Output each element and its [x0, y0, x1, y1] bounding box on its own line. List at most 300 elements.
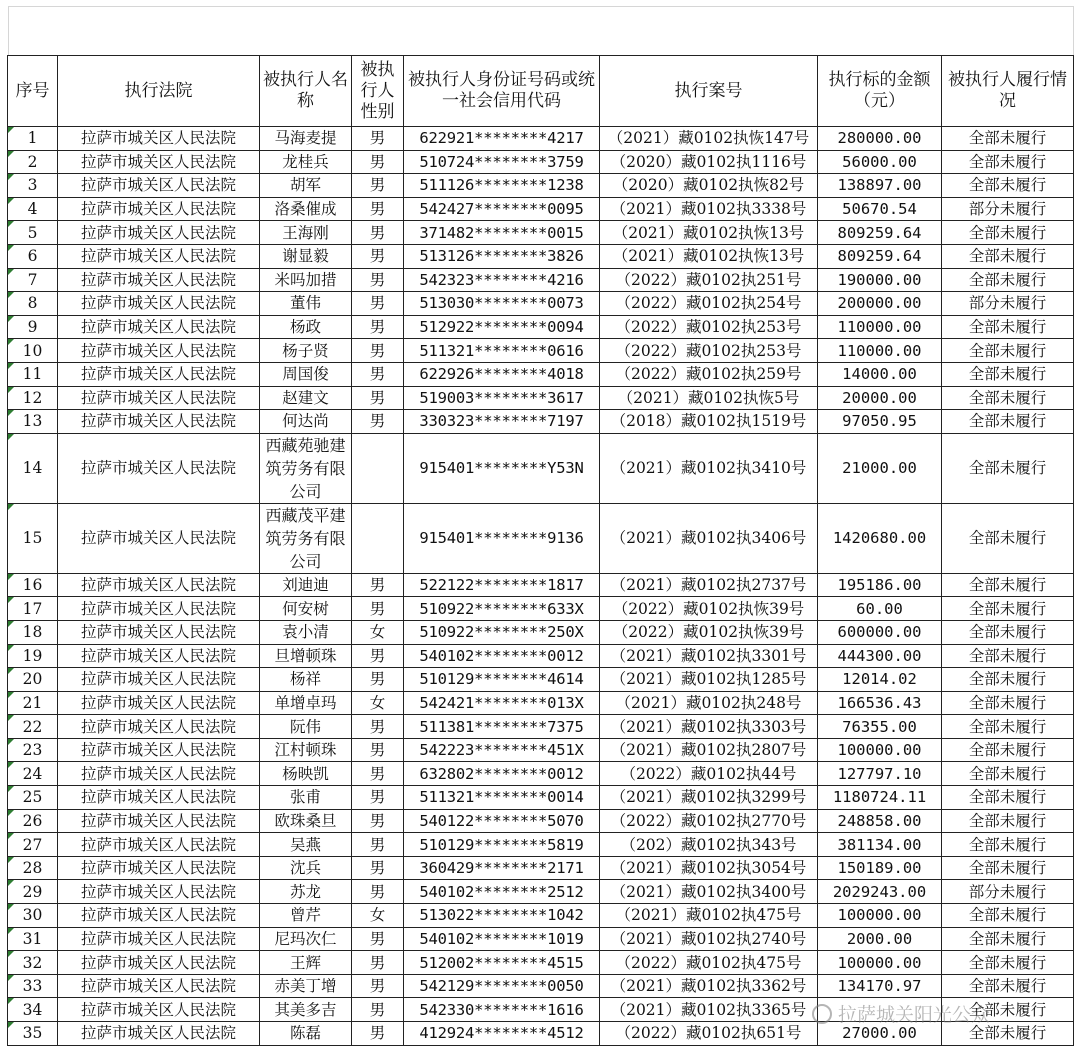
amount-cell: 100000.00	[818, 951, 942, 975]
id-cell: 510724********3759	[404, 150, 600, 174]
judgment-debtor-table	[7, 55, 1074, 1046]
amount-cell: 110000.00	[818, 315, 942, 339]
amount-cell: 50670.54	[818, 197, 942, 221]
name-cell: 赵建文	[260, 386, 352, 410]
court-cell: 拉萨市城关区人民法院	[58, 927, 260, 951]
gender-cell: 男	[352, 597, 404, 621]
status-cell: 全部未履行	[942, 573, 1074, 597]
name-cell: 陈磊	[260, 1022, 352, 1046]
gender-cell: 男	[352, 974, 404, 998]
amount-cell: 56000.00	[818, 150, 942, 174]
gender-cell: 男	[352, 809, 404, 833]
seq-cell: 3	[8, 174, 58, 198]
gender-cell: 男	[352, 362, 404, 386]
id-cell: 542330********1616	[404, 998, 600, 1022]
id-cell: 540102********1019	[404, 927, 600, 951]
seq-cell: 34	[8, 998, 58, 1022]
status-cell: 全部未履行	[942, 150, 1074, 174]
table-row	[8, 691, 1074, 715]
name-cell: 杨映凯	[260, 762, 352, 786]
table-row	[8, 715, 1074, 739]
table-row	[8, 856, 1074, 880]
name-cell: 谢显毅	[260, 244, 352, 268]
table-row	[8, 927, 1074, 951]
status-cell: 全部未履行	[942, 433, 1074, 503]
amount-cell: 2000.00	[818, 927, 942, 951]
seq-cell: 6	[8, 244, 58, 268]
seq-cell: 12	[8, 386, 58, 410]
case-cell: （2022）藏0102执恢39号	[600, 620, 818, 644]
name-cell: 袁小清	[260, 620, 352, 644]
gender-cell	[352, 433, 404, 503]
court-cell: 拉萨市城关区人民法院	[58, 597, 260, 621]
gender-cell: 男	[352, 127, 404, 151]
gender-cell: 男	[352, 856, 404, 880]
amount-cell: 2029243.00	[818, 880, 942, 904]
seq-cell: 29	[8, 880, 58, 904]
amount-cell: 200000.00	[818, 292, 942, 316]
seq-cell: 27	[8, 833, 58, 857]
table-row	[8, 503, 1074, 573]
header-amount: 执行标的金额（元）	[818, 56, 942, 127]
status-cell: 全部未履行	[942, 503, 1074, 573]
name-cell: 吴燕	[260, 833, 352, 857]
case-cell: （2022）藏0102执44号	[600, 762, 818, 786]
seq-cell: 21	[8, 691, 58, 715]
court-cell: 拉萨市城关区人民法院	[58, 127, 260, 151]
court-cell: 拉萨市城关区人民法院	[58, 715, 260, 739]
gender-cell: 男	[352, 268, 404, 292]
gender-cell: 男	[352, 951, 404, 975]
id-cell: 512922********0094	[404, 315, 600, 339]
seq-cell: 13	[8, 410, 58, 434]
case-cell: （2021）藏0102执2740号	[600, 927, 818, 951]
court-cell: 拉萨市城关区人民法院	[58, 951, 260, 975]
court-cell: 拉萨市城关区人民法院	[58, 833, 260, 857]
table-row	[8, 762, 1074, 786]
name-cell: 杨祥	[260, 668, 352, 692]
name-cell: 王海刚	[260, 221, 352, 245]
status-cell: 全部未履行	[942, 597, 1074, 621]
amount-cell: 809259.64	[818, 221, 942, 245]
id-cell: 510129********5819	[404, 833, 600, 857]
status-cell: 全部未履行	[942, 668, 1074, 692]
seq-cell: 11	[8, 362, 58, 386]
amount-cell: 600000.00	[818, 620, 942, 644]
court-cell: 拉萨市城关区人民法院	[58, 150, 260, 174]
name-cell: 欧珠桑旦	[260, 809, 352, 833]
table-row	[8, 315, 1074, 339]
status-cell: 全部未履行	[942, 738, 1074, 762]
amount-cell: 21000.00	[818, 433, 942, 503]
table-row	[8, 433, 1074, 503]
seq-cell: 2	[8, 150, 58, 174]
amount-cell: 100000.00	[818, 904, 942, 928]
table-row	[8, 410, 1074, 434]
name-cell: 西藏茂平建筑劳务有限公司	[260, 503, 352, 573]
name-cell: 单增卓玛	[260, 691, 352, 715]
gender-cell: 男	[352, 715, 404, 739]
case-cell: （2021）藏0102执3365号	[600, 998, 818, 1022]
id-cell: 542421********013X	[404, 691, 600, 715]
table-row	[8, 951, 1074, 975]
case-cell: （202）藏0102执343号	[600, 833, 818, 857]
amount-cell: 134170.97	[818, 974, 942, 998]
court-cell: 拉萨市城关区人民法院	[58, 292, 260, 316]
court-cell: 拉萨市城关区人民法院	[58, 268, 260, 292]
id-cell: 360429********2171	[404, 856, 600, 880]
seq-cell: 5	[8, 221, 58, 245]
seq-cell: 32	[8, 951, 58, 975]
id-cell: 510922********633X	[404, 597, 600, 621]
header-row	[8, 56, 1074, 127]
id-cell: 915401********9136	[404, 503, 600, 573]
gender-cell: 男	[352, 339, 404, 363]
status-cell: 全部未履行	[942, 1022, 1074, 1046]
gender-cell	[352, 503, 404, 573]
amount-cell: 1180724.11	[818, 786, 942, 810]
court-cell: 拉萨市城关区人民法院	[58, 998, 260, 1022]
court-cell: 拉萨市城关区人民法院	[58, 315, 260, 339]
court-cell: 拉萨市城关区人民法院	[58, 809, 260, 833]
amount-cell: 138897.00	[818, 174, 942, 198]
name-cell: 洛桑催成	[260, 197, 352, 221]
gender-cell: 男	[352, 315, 404, 339]
table-row	[8, 362, 1074, 386]
case-cell: （2022）藏0102执2770号	[600, 809, 818, 833]
court-cell: 拉萨市城关区人民法院	[58, 433, 260, 503]
status-cell: 全部未履行	[942, 715, 1074, 739]
status-cell: 全部未履行	[942, 644, 1074, 668]
table-row	[8, 197, 1074, 221]
table-row	[8, 880, 1074, 904]
status-cell: 全部未履行	[942, 339, 1074, 363]
table-row	[8, 1022, 1074, 1046]
amount-cell: 76355.00	[818, 715, 942, 739]
court-cell: 拉萨市城关区人民法院	[58, 339, 260, 363]
court-cell: 拉萨市城关区人民法院	[58, 221, 260, 245]
case-cell: （2022）藏0102执475号	[600, 951, 818, 975]
court-cell: 拉萨市城关区人民法院	[58, 668, 260, 692]
header-court: 执行法院	[58, 56, 260, 127]
status-cell: 全部未履行	[942, 268, 1074, 292]
amount-cell: 20000.00	[818, 386, 942, 410]
gender-cell: 男	[352, 410, 404, 434]
court-cell: 拉萨市城关区人民法院	[58, 386, 260, 410]
table-row	[8, 292, 1074, 316]
status-cell: 全部未履行	[942, 786, 1074, 810]
court-cell: 拉萨市城关区人民法院	[58, 1022, 260, 1046]
amount-cell: 190000.00	[818, 268, 942, 292]
status-cell: 全部未履行	[942, 951, 1074, 975]
gender-cell: 男	[352, 221, 404, 245]
court-cell: 拉萨市城关区人民法院	[58, 620, 260, 644]
table-row	[8, 573, 1074, 597]
table-row	[8, 597, 1074, 621]
court-cell: 拉萨市城关区人民法院	[58, 691, 260, 715]
id-cell: 542427********0095	[404, 197, 600, 221]
case-cell: （2018）藏0102执1519号	[600, 410, 818, 434]
case-cell: （2022）藏0102执253号	[600, 339, 818, 363]
seq-cell: 20	[8, 668, 58, 692]
id-cell: 519003********3617	[404, 386, 600, 410]
name-cell: 杨子贤	[260, 339, 352, 363]
amount-cell: 381134.00	[818, 833, 942, 857]
id-cell: 412924********4512	[404, 1022, 600, 1046]
gender-cell: 男	[352, 927, 404, 951]
name-cell: 龙桂兵	[260, 150, 352, 174]
table-row	[8, 974, 1074, 998]
court-cell: 拉萨市城关区人民法院	[58, 174, 260, 198]
name-cell: 董伟	[260, 292, 352, 316]
amount-cell: 110000.00	[818, 339, 942, 363]
gender-cell: 女	[352, 691, 404, 715]
gender-cell: 男	[352, 738, 404, 762]
seq-cell: 22	[8, 715, 58, 739]
status-cell: 全部未履行	[942, 410, 1074, 434]
table-row	[8, 127, 1074, 151]
status-cell: 部分未履行	[942, 880, 1074, 904]
id-cell: 511321********0014	[404, 786, 600, 810]
header-gender: 被执行人性别	[352, 56, 404, 127]
status-cell: 全部未履行	[942, 856, 1074, 880]
gender-cell: 男	[352, 833, 404, 857]
court-cell: 拉萨市城关区人民法院	[58, 974, 260, 998]
id-cell: 513126********3826	[404, 244, 600, 268]
id-cell: 542323********4216	[404, 268, 600, 292]
header-name: 被执行人名称	[260, 56, 352, 127]
name-cell: 杨政	[260, 315, 352, 339]
gender-cell: 女	[352, 904, 404, 928]
id-cell: 632802********0012	[404, 762, 600, 786]
court-cell: 拉萨市城关区人民法院	[58, 197, 260, 221]
id-cell: 513030********0073	[404, 292, 600, 316]
seq-cell: 9	[8, 315, 58, 339]
table-row	[8, 174, 1074, 198]
amount-cell: 280000.00	[818, 127, 942, 151]
seq-cell: 4	[8, 197, 58, 221]
header-seq: 序号	[8, 56, 58, 127]
seq-cell: 28	[8, 856, 58, 880]
id-cell: 511321********0616	[404, 339, 600, 363]
amount-cell: 166536.43	[818, 691, 942, 715]
status-cell: 全部未履行	[942, 927, 1074, 951]
table-row	[8, 904, 1074, 928]
table-row	[8, 809, 1074, 833]
status-cell: 全部未履行	[942, 998, 1074, 1022]
amount-cell: 1420680.00	[818, 503, 942, 573]
status-cell: 全部未履行	[942, 127, 1074, 151]
gender-cell: 男	[352, 668, 404, 692]
seq-cell: 14	[8, 433, 58, 503]
id-cell: 622921********4217	[404, 127, 600, 151]
case-cell: （2021）藏0102执3362号	[600, 974, 818, 998]
name-cell: 王辉	[260, 951, 352, 975]
case-cell: （2021）藏0102执2807号	[600, 738, 818, 762]
case-cell: （2021）藏0102执3400号	[600, 880, 818, 904]
id-cell: 511381********7375	[404, 715, 600, 739]
court-cell: 拉萨市城关区人民法院	[58, 244, 260, 268]
court-cell: 拉萨市城关区人民法院	[58, 880, 260, 904]
amount-cell: 100000.00	[818, 738, 942, 762]
table-row	[8, 150, 1074, 174]
table-row	[8, 244, 1074, 268]
status-cell: 部分未履行	[942, 292, 1074, 316]
name-cell: 阮伟	[260, 715, 352, 739]
name-cell: 旦增顿珠	[260, 644, 352, 668]
watermark-text: 拉萨城关阳光公众	[838, 1004, 991, 1026]
id-cell: 540102********2512	[404, 880, 600, 904]
name-cell: 沈兵	[260, 856, 352, 880]
seq-cell: 33	[8, 974, 58, 998]
id-cell: 330323********7197	[404, 410, 600, 434]
court-cell: 拉萨市城关区人民法院	[58, 644, 260, 668]
header-case: 执行案号	[600, 56, 818, 127]
gender-cell: 男	[352, 786, 404, 810]
seq-cell: 31	[8, 927, 58, 951]
gender-cell: 男	[352, 197, 404, 221]
court-cell: 拉萨市城关区人民法院	[58, 904, 260, 928]
id-cell: 371482********0015	[404, 221, 600, 245]
case-cell: （2020）藏0102执恢82号	[600, 174, 818, 198]
table-row	[8, 339, 1074, 363]
case-cell: （2020）藏0102执1116号	[600, 150, 818, 174]
table-row	[8, 644, 1074, 668]
seq-cell: 16	[8, 573, 58, 597]
table-row	[8, 668, 1074, 692]
table-row	[8, 268, 1074, 292]
id-cell: 915401********Y53N	[404, 433, 600, 503]
header-id: 被执行人身份证号码或统一社会信用代码	[404, 56, 600, 127]
name-cell: 刘迪迪	[260, 573, 352, 597]
amount-cell: 444300.00	[818, 644, 942, 668]
table-row	[8, 833, 1074, 857]
amount-cell: 248858.00	[818, 809, 942, 833]
case-cell: （2021）藏0102执1285号	[600, 668, 818, 692]
seq-cell: 25	[8, 786, 58, 810]
status-cell: 全部未履行	[942, 691, 1074, 715]
case-cell: （2021）藏0102执3301号	[600, 644, 818, 668]
gender-cell: 男	[352, 386, 404, 410]
gender-cell: 男	[352, 762, 404, 786]
table-row	[8, 620, 1074, 644]
status-cell: 全部未履行	[942, 315, 1074, 339]
case-cell: （2021）藏0102执2737号	[600, 573, 818, 597]
case-cell: （2021）藏0102执恢147号	[600, 127, 818, 151]
gender-cell: 男	[352, 244, 404, 268]
id-cell: 540102********0012	[404, 644, 600, 668]
amount-cell	[818, 998, 942, 1022]
seq-cell: 26	[8, 809, 58, 833]
case-cell: （2021）藏0102执3054号	[600, 856, 818, 880]
gender-cell: 男	[352, 150, 404, 174]
name-cell: 胡军	[260, 174, 352, 198]
id-cell: 510129********4614	[404, 668, 600, 692]
status-cell: 部分未履行	[942, 197, 1074, 221]
status-cell: 全部未履行	[942, 809, 1074, 833]
court-cell: 拉萨市城关区人民法院	[58, 410, 260, 434]
gender-cell: 男	[352, 998, 404, 1022]
case-cell: （2021）藏0102执248号	[600, 691, 818, 715]
amount-cell: 150189.00	[818, 856, 942, 880]
case-cell: （2021）藏0102执恢13号	[600, 244, 818, 268]
status-cell: 全部未履行	[942, 174, 1074, 198]
seq-cell: 1	[8, 127, 58, 151]
amount-cell: 127797.10	[818, 762, 942, 786]
table-row	[8, 998, 1074, 1022]
table-body	[8, 127, 1074, 1046]
seq-cell: 8	[8, 292, 58, 316]
name-cell: 张甫	[260, 786, 352, 810]
case-cell: （2022）藏0102执253号	[600, 315, 818, 339]
status-cell: 全部未履行	[942, 620, 1074, 644]
status-cell: 全部未履行	[942, 221, 1074, 245]
name-cell: 马海麦提	[260, 127, 352, 151]
status-cell: 全部未履行	[942, 904, 1074, 928]
status-cell: 全部未履行	[942, 386, 1074, 410]
case-cell: （2021）藏0102执475号	[600, 904, 818, 928]
case-cell: （2021）藏0102执3338号	[600, 197, 818, 221]
amount-cell: 27000.00	[818, 1022, 942, 1046]
name-cell: 何安树	[260, 597, 352, 621]
case-cell: （2021）藏0102执3406号	[600, 503, 818, 573]
id-cell: 510922********250X	[404, 620, 600, 644]
name-cell: 曾芹	[260, 904, 352, 928]
court-cell: 拉萨市城关区人民法院	[58, 786, 260, 810]
court-cell: 拉萨市城关区人民法院	[58, 856, 260, 880]
gender-cell: 男	[352, 644, 404, 668]
gender-cell: 女	[352, 620, 404, 644]
name-cell: 江村顿珠	[260, 738, 352, 762]
table-row	[8, 738, 1074, 762]
gender-cell: 男	[352, 573, 404, 597]
amount-cell: 14000.00	[818, 362, 942, 386]
id-cell: 540122********5070	[404, 809, 600, 833]
table-row	[8, 786, 1074, 810]
court-cell: 拉萨市城关区人民法院	[58, 362, 260, 386]
table-row	[8, 221, 1074, 245]
amount-cell: 809259.64	[818, 244, 942, 268]
header-status: 被执行人履行情况	[942, 56, 1074, 127]
seq-cell: 15	[8, 503, 58, 573]
court-cell: 拉萨市城关区人民法院	[58, 762, 260, 786]
name-cell: 其美多吉	[260, 998, 352, 1022]
id-cell: 513022********1042	[404, 904, 600, 928]
name-cell: 西藏苑驰建筑劳务有限公司	[260, 433, 352, 503]
status-cell: 全部未履行	[942, 974, 1074, 998]
name-cell: 周国俊	[260, 362, 352, 386]
id-cell: 542223********451X	[404, 738, 600, 762]
gender-cell: 男	[352, 880, 404, 904]
seq-cell: 24	[8, 762, 58, 786]
court-cell: 拉萨市城关区人民法院	[58, 573, 260, 597]
seq-cell: 17	[8, 597, 58, 621]
case-cell: （2022）藏0102执恢39号	[600, 597, 818, 621]
case-cell: （2021）藏0102执恢5号	[600, 386, 818, 410]
case-cell: （2022）藏0102执251号	[600, 268, 818, 292]
id-cell: 542129********0050	[404, 974, 600, 998]
sheet-top-bar	[8, 6, 1074, 55]
name-cell: 米吗加措	[260, 268, 352, 292]
case-cell: （2021）藏0102执3299号	[600, 786, 818, 810]
name-cell: 何达尚	[260, 410, 352, 434]
seq-cell: 10	[8, 339, 58, 363]
amount-cell: 195186.00	[818, 573, 942, 597]
id-cell: 522122********1817	[404, 573, 600, 597]
seq-cell: 30	[8, 904, 58, 928]
amount-cell: 97050.95	[818, 410, 942, 434]
case-cell: （2021）藏0102执3303号	[600, 715, 818, 739]
